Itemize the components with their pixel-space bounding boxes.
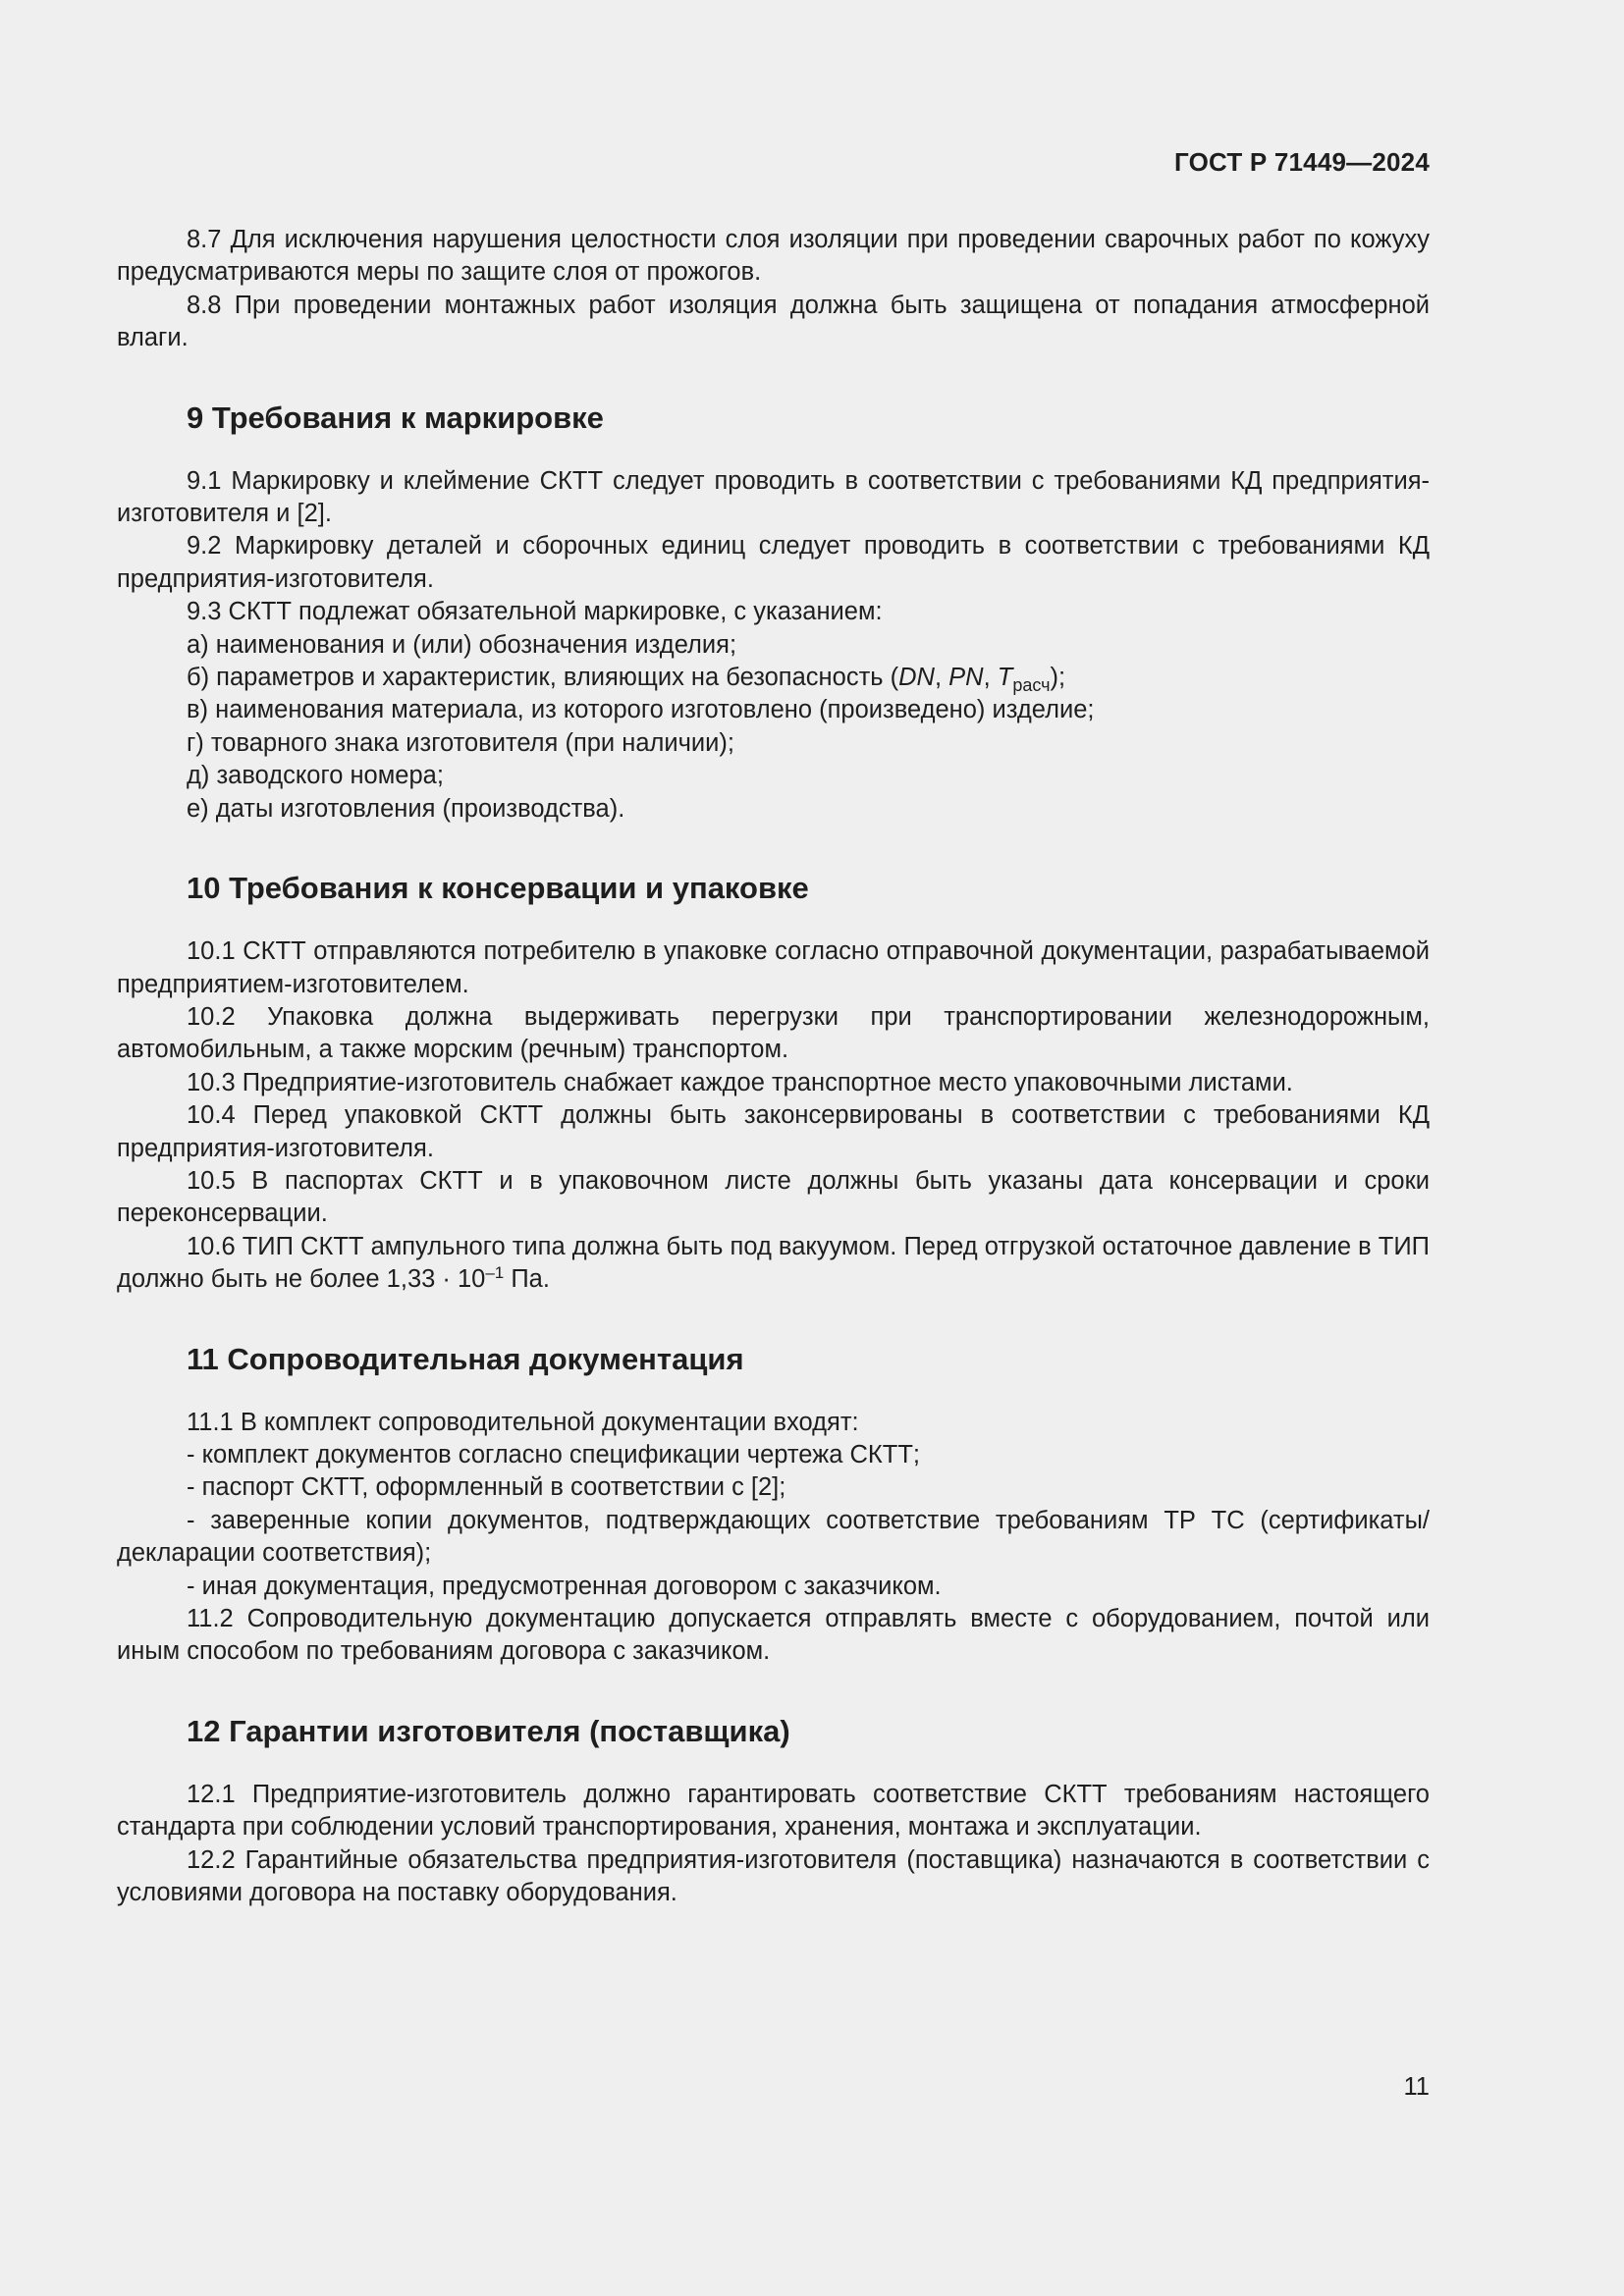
list-item-g: г) товарного знака изготовителя (при наличии); <box>187 728 734 757</box>
document-code: ГОСТ Р 71449—2024 <box>1174 147 1430 177</box>
t-symbol: T <box>997 664 1013 692</box>
paragraph-9-2: 9.2 Маркировку деталей и сборочных единиц следует проводить в соответствии с требованиями КД предприятия-изготовителя. <box>117 532 1430 593</box>
paragraph-10-1: 10.1 СКТТ отправляются потребителю в упаковке согласно отправочной документации, разрабатываемой предприятием-изготовителем. <box>117 937 1430 998</box>
page-number: 11 <box>1403 2073 1430 2101</box>
paragraph-10-6 <box>117 1231 1430 1297</box>
paragraph-10-4: 10.4 Перед упаковкой СКТТ должны быть законсервированы в соответствии с требованиями КД предприятия-изготовителя. <box>117 1101 1430 1162</box>
paragraph-10-3: 10.3 Предприятие-изготовитель снабжает каждое транспортное место упаковочными листами. <box>187 1068 1293 1096</box>
section-10-title: 10 Требования к консервации и упаковке <box>187 871 809 906</box>
paragraph-9-1: 9.1 Маркировку и клеймение СКТТ следует проводить в соответствии с требованиями КД предприятия-изготовителя и [2]. <box>117 466 1430 528</box>
paragraph-10-5: 10.5 В паспортах СКТТ и в упаковочном листе должны быть указаны дата консервации и сроки переконсервации. <box>117 1166 1430 1228</box>
dash-item-3: - заверенные копии документов, подтверждающих соответствие требованиям ТР ТС (сертификаты/декларации соответствия); <box>117 1506 1430 1568</box>
document-body <box>117 224 1430 1909</box>
dash-item-2: - паспорт СКТТ, оформленный в соответствии с [2]; <box>187 1473 786 1502</box>
paragraph-12-2: 12.2 Гарантийные обязательства предприятия-изготовителя (поставщика) назначаются в соответствии с условиями договора на поставку оборудования. <box>117 1845 1430 1907</box>
separator: , <box>934 664 949 692</box>
paragraph-11-2: 11.2 Сопроводительную документацию допускается отправлять вместе с оборудованием, почтой или иным способом по требованиям договора с заказчиком. <box>117 1605 1430 1666</box>
paragraph-10-2: 10.2 Упаковка должна выдерживать перегрузки при транспортировании железнодорожным, автомобильным, а также морским (речным) транспортом. <box>117 1002 1430 1064</box>
list-item-v: в) наименования материала, из которого изготовлено (произведено) изделие; <box>187 696 1095 724</box>
paragraph-8-7: 8.7 Для исключения нарушения целостности слоя изоляции при проведении сварочных работ по кожуху предусматриваются меры по защите слоя от прожогов. <box>117 226 1430 287</box>
t-subscript: расч <box>1012 675 1051 696</box>
list-item-b <box>117 662 1430 694</box>
paragraph-9-3: 9.3 СКТТ подлежат обязательной маркировке, с указанием: <box>187 598 883 626</box>
unit-text: Па. <box>504 1265 550 1294</box>
dash-item-1: - комплект документов согласно спецификации чертежа СКТТ; <box>187 1440 920 1468</box>
paragraph-10-6-text: 10.6 ТИП СКТТ ампульного типа должна быть под вакуумом. Перед отгрузкой остаточное давление в ТИП должно быть не более 1,33 · 10 <box>117 1232 1430 1294</box>
separator: , <box>983 664 998 692</box>
dash-item-4: - иная документация, предусмотренная договором с заказчиком. <box>187 1572 942 1600</box>
pn-symbol: PN <box>948 664 984 692</box>
list-item-d: д) заводского номера; <box>187 762 444 790</box>
exponent: –1 <box>485 1263 505 1283</box>
section-12-title: 12 Гарантии изготовителя (поставщика) <box>187 1713 790 1748</box>
dn-symbol: DN <box>898 664 935 692</box>
list-item-e: е) даты изготовления (производства). <box>187 794 625 823</box>
paragraph-12-1: 12.1 Предприятие-изготовитель должно гарантировать соответствие СКТТ требованиям настоящего стандарта при соблюдении условий транспортирования, хранения, монтажа и эксплуатации. <box>117 1780 1430 1842</box>
paragraph-8-8: 8.8 При проведении монтажных работ изоляция должна быть защищена от попадания атмосферной влаги. <box>117 291 1430 352</box>
section-11-title: 11 Сопроводительная документация <box>187 1341 744 1376</box>
section-9-title: 9 Требования к маркировке <box>187 400 604 435</box>
paragraph-11-1: 11.1 В комплект сопроводительной документации входят: <box>187 1408 859 1436</box>
list-item-b-end: ); <box>1050 664 1066 692</box>
list-item-b-text: б) параметров и характеристик, влияющих на безопасность ( <box>187 664 899 692</box>
list-item-a: а) наименования и (или) обозначения изделия; <box>187 630 737 659</box>
